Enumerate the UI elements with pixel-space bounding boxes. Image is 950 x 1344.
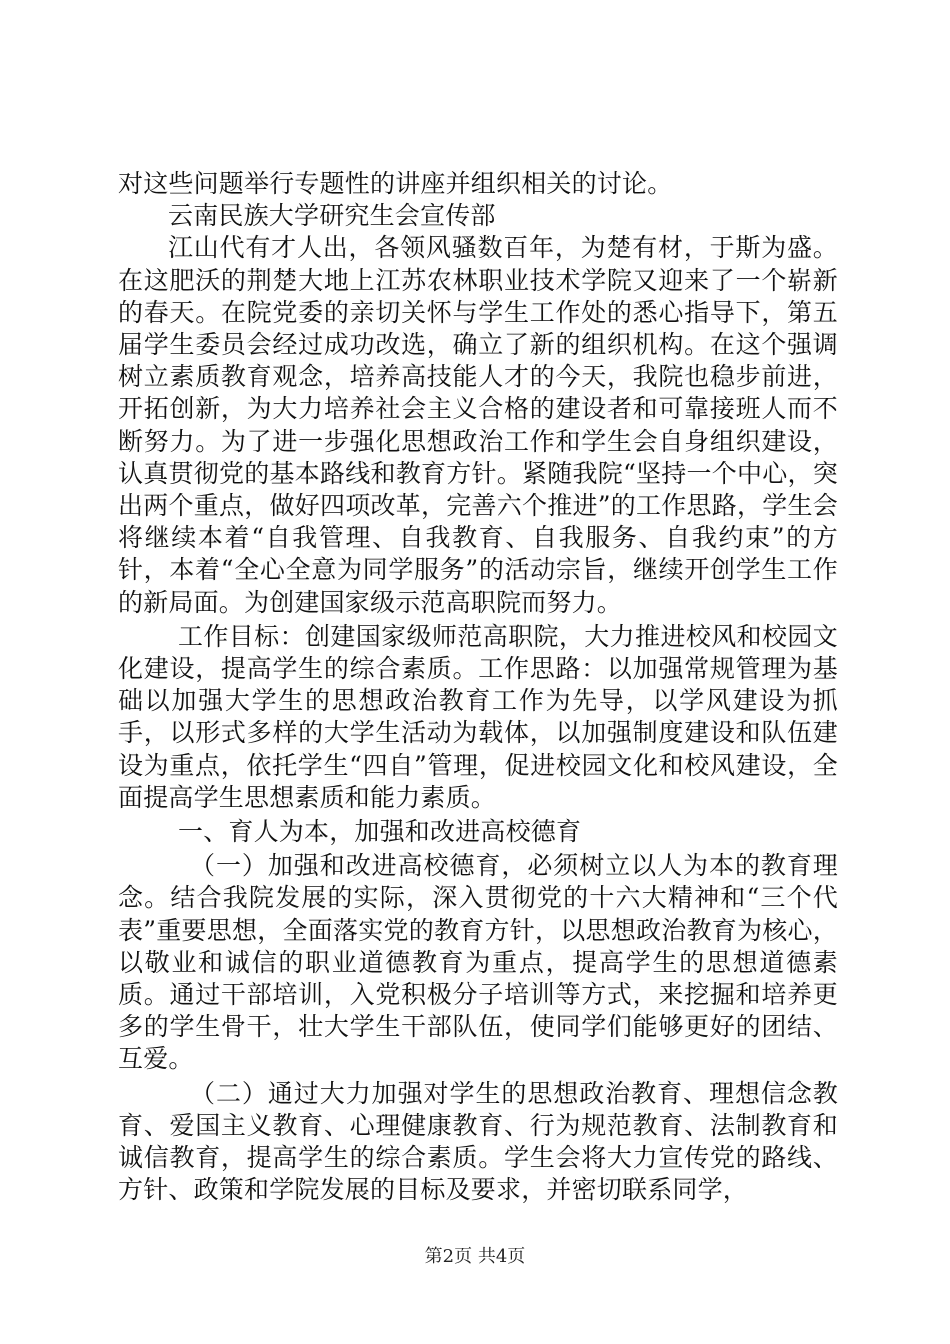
page-number-footer: 第2页 共4页 <box>424 1246 526 1267</box>
paragraph-intro: 江山代有才人出，各领风骚数百年，为楚有材，于斯为盛。在这肥沃的荆楚大地上江苏农林职业技术学院又迎来了一个崭新的春天。在院党委的亲切关怀与学生工作处的悉心指导下，第五届学生委员会经过成功改选，确立了新的组织机构。在这个强调树立素质教育观念，培养高技能人才的今天，我院也稳步前进，开拓创新，为大力培养社会主义合格的建设者和可靠接班人而不断努力。为了进一步强化思想政治工作和学生会自身组织建设，认真贯彻党的基本路线和教育方针。紧随我院“坚持一个中心，突出两个重点，做好四项改革，完善六个推进”的工作思路，学生会将继续本着“自我管理、自我教育、自我服务、自我约束”的方针，本着“全心全意为同学服务”的活动宗旨，继续开创学生工作的新局面。为创建国家级示范高职院而努力。 <box>118 233 838 617</box>
paragraph-work-goals: 工作目标：创建国家级师范高职院，大力推进校风和校园文化建设，提高学生的综合素质。工作思路：以加强常规管理为基础以加强大学生的思想政治教育工作为先导，以学风建设为抓手，以形式多样的大学生活动为载体，以加强制度建设和队伍建设为重点，依托学生“四自”管理，促进校园文化和校风建设，全面提高学生思想素质和能力素质。 <box>118 621 838 812</box>
paragraph-item-1: （一）加强和改进高校德育，必须树立以人为本的教育理念。结合我院发展的实际，深入贯彻党的十六大精神和“三个代表”重要思想，全面落实党的教育方针，以思想政治教育为核心，以敬业和诚信的职业道德教育为重点，提高学生的思想道德素质。通过干部培训，入党积极分子培训等方式，来挖掘和培养更多的学生骨干，壮大学生干部队伍，使同学们能够更好的团结、互爱。 <box>118 851 838 1074</box>
paragraph-item-2: （二）通过大力加强对学生的思想政治教育、理想信念教育、爱国主义教育、心理健康教育、行为规范教育、法制教育和诚信教育，提高学生的综合素质。学生会将大力宣传党的路线、方针、政策和学院发展的目标及要求，并密切联系同学， <box>118 1078 838 1205</box>
section-heading-1: 一、育人为本，加强和改进高校德育 <box>178 817 582 847</box>
paragraph-continuation: 对这些问题举行专题性的讲座并组织相关的讨论。 <box>118 169 673 198</box>
document-body <box>118 168 838 1207</box>
paragraph-signature: 云南民族大学研究生会宣传部 <box>168 201 496 231</box>
